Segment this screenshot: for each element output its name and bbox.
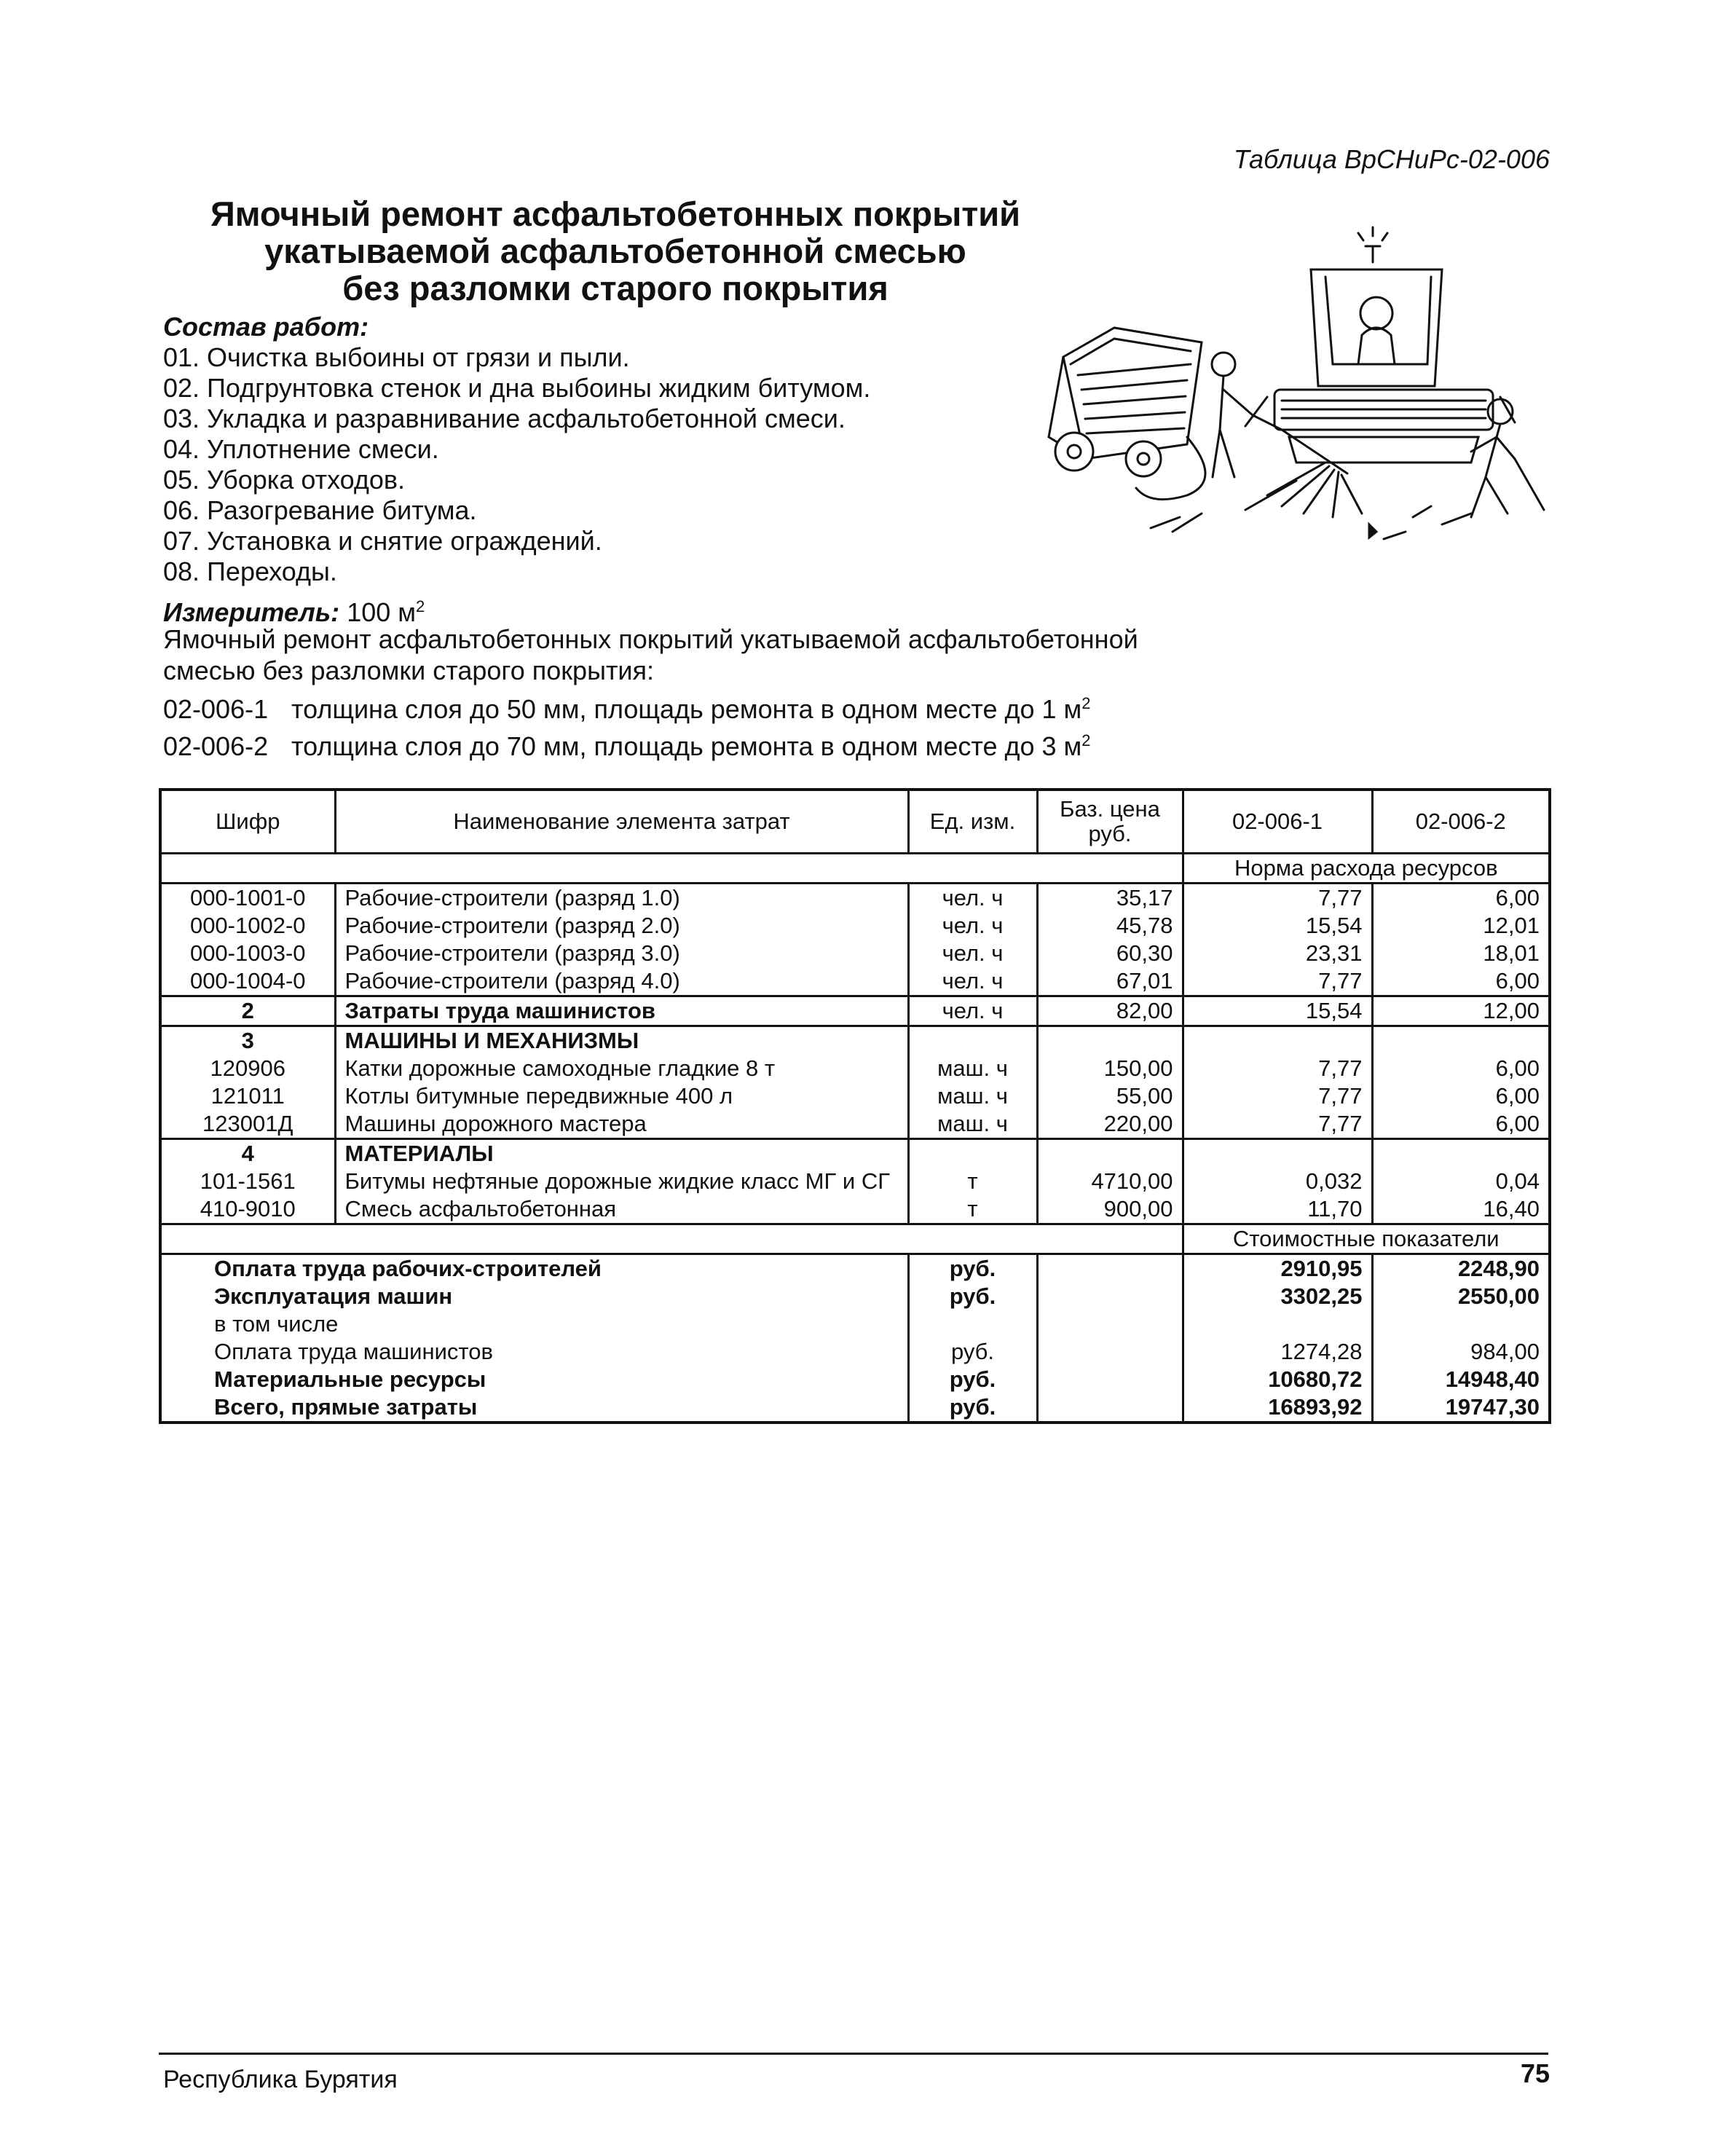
footer-region: Республика Бурятия <box>163 2066 398 2093</box>
table-row <box>160 884 1550 913</box>
work-item: 04. Уплотнение смеси. <box>163 434 439 464</box>
cost-value-1 <box>1183 1310 1372 1338</box>
row-price: 150,00 <box>1037 1055 1183 1082</box>
cost-unit: руб. <box>908 1366 1037 1393</box>
work-item: 01. Очистка выбоины от грязи и пыли. <box>163 342 630 372</box>
debris-drawing <box>1151 506 1471 539</box>
header-unit: Ед. изм. <box>908 790 1037 854</box>
row-value-1: 7,77 <box>1183 1055 1372 1082</box>
cost-value-2: 984,00 <box>1372 1338 1550 1366</box>
title-line-2: укатываемой асфальтобетонной смесью <box>264 232 966 270</box>
row-value-2 <box>1372 1026 1550 1055</box>
row-unit: т <box>908 1168 1037 1195</box>
row-value-1 <box>1183 1026 1372 1055</box>
variant-sup: 2 <box>1081 731 1091 750</box>
works-heading: Состав работ: <box>163 312 369 342</box>
table-row <box>160 1082 1550 1110</box>
worker-right-drawing <box>1471 399 1544 517</box>
table-row <box>160 1026 1550 1055</box>
cost-value-2 <box>1372 1310 1550 1338</box>
cost-price <box>1037 1283 1183 1310</box>
row-name: Затраты труда машинистов <box>335 996 908 1026</box>
row-name: МАШИНЫ И МЕХАНИЗМЫ <box>335 1026 908 1055</box>
cost-row <box>160 1338 1550 1366</box>
row-value-2: 6,00 <box>1372 967 1550 996</box>
header-variant-1: 02-006-1 <box>1183 790 1372 854</box>
cost-value-2: 2550,00 <box>1372 1283 1550 1310</box>
measure <box>163 591 425 628</box>
cost-label: Эксплуатация машин <box>160 1283 908 1310</box>
row-code: 120906 <box>160 1055 335 1082</box>
variant-2 <box>163 725 1091 762</box>
row-code: 000-1001-0 <box>160 884 335 913</box>
table-row <box>160 1110 1550 1139</box>
cost-unit: руб. <box>908 1283 1037 1310</box>
row-price: 55,00 <box>1037 1082 1183 1110</box>
table-header-row <box>160 790 1550 854</box>
row-value-2: 6,00 <box>1372 1082 1550 1110</box>
row-name: Рабочие-строители (разряд 3.0) <box>335 940 908 967</box>
page-number: 75 <box>1520 2058 1550 2088</box>
row-value-2: 6,00 <box>1372 884 1550 913</box>
work-item: 08. Переходы. <box>163 556 337 586</box>
cost-unit <box>908 1310 1037 1338</box>
row-code: 121011 <box>160 1082 335 1110</box>
measure-sup: 2 <box>416 597 425 615</box>
variant-1 <box>163 688 1091 725</box>
work-item: 07. Установка и снятие ограждений. <box>163 526 602 556</box>
cost-unit: руб. <box>908 1393 1037 1423</box>
row-value-1: 7,77 <box>1183 1110 1372 1139</box>
title-line-1: Ямочный ремонт асфальтобетонных покрытий <box>210 194 1021 233</box>
row-value-2: 16,40 <box>1372 1195 1550 1224</box>
cost-label: Материальные ресурсы <box>160 1366 908 1393</box>
header-name: Наименование элемента затрат <box>335 790 908 854</box>
row-code: 410-9010 <box>160 1195 335 1224</box>
row-value-1 <box>1183 1139 1372 1168</box>
row-value-2: 12,00 <box>1372 996 1550 1026</box>
row-value-1: 15,54 <box>1183 996 1372 1026</box>
row-code: 4 <box>160 1139 335 1168</box>
variant-text: толщина слоя до 50 мм, площадь ремонта в одном месте до 1 м <box>291 694 1082 724</box>
row-value-1: 23,31 <box>1183 940 1372 967</box>
row-code: 000-1002-0 <box>160 912 335 940</box>
section-blank <box>160 854 1183 884</box>
cost-label: в том числе <box>160 1310 908 1338</box>
work-item: 06. Разогревание битума. <box>163 495 477 525</box>
row-price <box>1037 1026 1183 1055</box>
row-name: Рабочие-строители (разряд 1.0) <box>335 884 908 913</box>
cost-row <box>160 1283 1550 1310</box>
description: Ямочный ремонт асфальтобетонных покрытий укатываемой асфальтобетонной смесью без разломки старого покрытия: <box>163 624 1138 685</box>
row-code: 123001Д <box>160 1110 335 1139</box>
row-value-2: 6,00 <box>1372 1055 1550 1082</box>
row-name: Рабочие-строители (разряд 4.0) <box>335 967 908 996</box>
row-value-1: 7,77 <box>1183 884 1372 913</box>
row-value-1: 7,77 <box>1183 967 1372 996</box>
work-item: 02. Подгрунтовка стенок и дна выбоины жидким битумом. <box>163 373 871 403</box>
cost-unit: руб. <box>908 1338 1037 1366</box>
row-value-1: 7,77 <box>1183 1082 1372 1110</box>
row-price: 35,17 <box>1037 884 1183 913</box>
row-code: 3 <box>160 1026 335 1055</box>
row-unit <box>908 1139 1037 1168</box>
bitumen-kettle-drawing <box>1049 328 1205 500</box>
cost-value-2: 2248,90 <box>1372 1254 1550 1283</box>
road-roller-drawing <box>1245 227 1515 463</box>
cost-price <box>1037 1338 1183 1366</box>
table-row <box>160 996 1550 1026</box>
cost-value-1: 2910,95 <box>1183 1254 1372 1283</box>
row-price: 4710,00 <box>1037 1168 1183 1195</box>
row-name: МАТЕРИАЛЫ <box>335 1139 908 1168</box>
row-value-2: 12,01 <box>1372 912 1550 940</box>
section-norms-label: Норма расхода ресурсов <box>1183 854 1550 884</box>
row-value-1: 0,032 <box>1183 1168 1372 1195</box>
row-name: Рабочие-строители (разряд 2.0) <box>335 912 908 940</box>
cost-row <box>160 1254 1550 1283</box>
table-row <box>160 912 1550 940</box>
row-unit: чел. ч <box>908 912 1037 940</box>
measure-label: Измеритель: <box>163 597 340 627</box>
title-line-3: без разломки старого покрытия <box>342 269 888 307</box>
row-unit: т <box>908 1195 1037 1224</box>
cost-row <box>160 1366 1550 1393</box>
page-title <box>168 195 1063 307</box>
variant-sup: 2 <box>1081 694 1091 712</box>
cost-unit: руб. <box>908 1254 1037 1283</box>
row-unit: маш. ч <box>908 1055 1037 1082</box>
cost-price <box>1037 1366 1183 1393</box>
cost-table <box>159 788 1551 1424</box>
variant-code: 02-006-2 <box>163 731 269 761</box>
section-blank <box>160 1224 1183 1254</box>
table-row <box>160 1139 1550 1168</box>
row-price: 82,00 <box>1037 996 1183 1026</box>
section-norms-row <box>160 854 1550 884</box>
road-repair-illustration <box>1005 219 1558 561</box>
variants <box>163 688 1091 762</box>
variant-code: 02-006-1 <box>163 694 269 724</box>
row-code: 000-1004-0 <box>160 967 335 996</box>
cost-table-wrapper <box>159 788 1548 1424</box>
cost-value-1: 3302,25 <box>1183 1283 1372 1310</box>
work-item: 03. Укладка и разравнивание асфальтобетонной смеси. <box>163 404 846 433</box>
row-value-2: 6,00 <box>1372 1110 1550 1139</box>
row-unit: чел. ч <box>908 940 1037 967</box>
row-code: 000-1003-0 <box>160 940 335 967</box>
table-row <box>160 967 1550 996</box>
row-price: 220,00 <box>1037 1110 1183 1139</box>
row-price: 45,78 <box>1037 912 1183 940</box>
row-price: 60,30 <box>1037 940 1183 967</box>
header-variant-2: 02-006-2 <box>1372 790 1550 854</box>
cost-price <box>1037 1310 1183 1338</box>
row-unit <box>908 1026 1037 1055</box>
row-value-1: 15,54 <box>1183 912 1372 940</box>
cost-label: Оплата труда рабочих-строителей <box>160 1254 908 1283</box>
row-price <box>1037 1139 1183 1168</box>
row-name: Катки дорожные самоходные гладкие 8 т <box>335 1055 908 1082</box>
row-code: 101-1561 <box>160 1168 335 1195</box>
cost-row <box>160 1310 1550 1338</box>
cost-value-1: 16893,92 <box>1183 1393 1372 1423</box>
row-name: Смесь асфальтобетонная <box>335 1195 908 1224</box>
cost-price <box>1037 1393 1183 1423</box>
cost-label: Всего, прямые затраты <box>160 1393 908 1423</box>
row-value-2: 0,04 <box>1372 1168 1550 1195</box>
table-row <box>160 1168 1550 1195</box>
header-code: Шифр <box>160 790 335 854</box>
work-item: 05. Уборка отходов. <box>163 465 406 495</box>
row-value-2 <box>1372 1139 1550 1168</box>
cost-row <box>160 1393 1550 1423</box>
measure-value: 100 м <box>347 597 417 627</box>
cost-label: Оплата труда машинистов <box>160 1338 908 1366</box>
row-price: 67,01 <box>1037 967 1183 996</box>
row-unit: чел. ч <box>908 967 1037 996</box>
row-unit: маш. ч <box>908 1110 1037 1139</box>
row-name: Котлы битумные передвижные 400 л <box>335 1082 908 1110</box>
row-name: Машины дорожного мастера <box>335 1110 908 1139</box>
cost-value-1: 1274,28 <box>1183 1338 1372 1366</box>
section-costs-row <box>160 1224 1550 1254</box>
section-costs-label: Стоимостные показатели <box>1183 1224 1550 1254</box>
cost-price <box>1037 1254 1183 1283</box>
cost-value-1: 10680,72 <box>1183 1366 1372 1393</box>
worker-with-broom-drawing <box>1212 353 1362 517</box>
cost-value-2: 19747,30 <box>1372 1393 1550 1423</box>
works-list <box>163 312 870 587</box>
row-code: 2 <box>160 996 335 1026</box>
row-price: 900,00 <box>1037 1195 1183 1224</box>
table-code: Таблица ВрСНиРс-02-006 <box>1233 144 1550 174</box>
row-unit: чел. ч <box>908 996 1037 1026</box>
cost-value-2: 14948,40 <box>1372 1366 1550 1393</box>
variant-text: толщина слоя до 70 мм, площадь ремонта в одном месте до 3 м <box>291 731 1082 761</box>
row-unit: маш. ч <box>908 1082 1037 1110</box>
row-name: Битумы нефтяные дорожные жидкие класс МГ и СГ <box>335 1168 908 1195</box>
row-unit: чел. ч <box>908 884 1037 913</box>
table-row <box>160 940 1550 967</box>
table-row <box>160 1195 1550 1224</box>
row-value-2: 18,01 <box>1372 940 1550 967</box>
table-row <box>160 1055 1550 1082</box>
row-value-1: 11,70 <box>1183 1195 1372 1224</box>
header-price: Баз. цена руб. <box>1037 790 1183 854</box>
footer-divider <box>159 2053 1548 2055</box>
